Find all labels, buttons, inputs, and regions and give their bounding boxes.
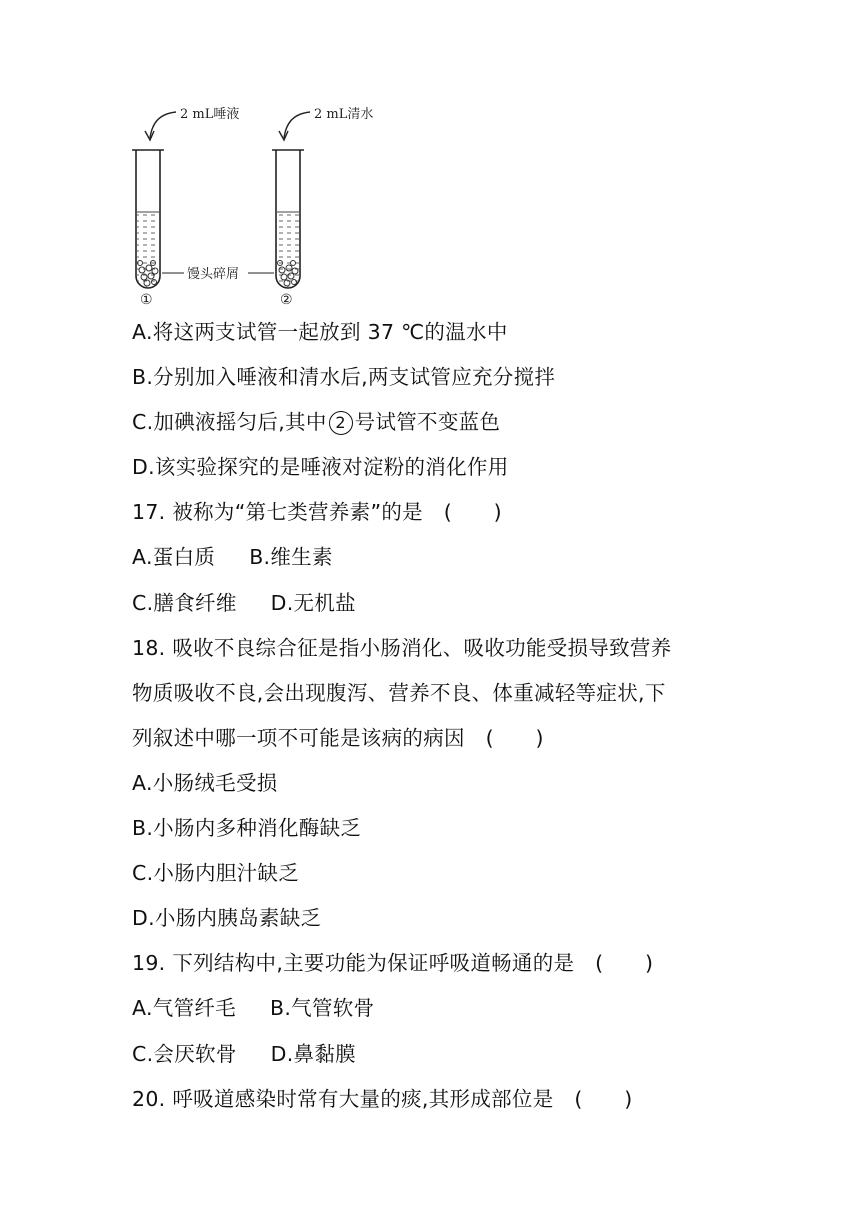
tube2-number: ② bbox=[280, 292, 293, 308]
q16-option-a: A.将这两支试管一起放到 37 ℃的温水中 bbox=[132, 320, 508, 344]
q17-option-d: D.无机盐 bbox=[270, 590, 356, 615]
circled-number: 2 bbox=[329, 411, 353, 435]
q19-option-a: A.气管纤毛 bbox=[132, 996, 236, 1021]
arrow-icon bbox=[284, 112, 310, 138]
experiment-figure bbox=[118, 98, 398, 310]
q16-option-d: D.该实验探究的是唾液对淀粉的消化作用 bbox=[132, 455, 509, 480]
q19-option-d: D.鼻黏膜 bbox=[270, 1041, 356, 1066]
arrow-icon bbox=[145, 131, 154, 140]
q17-options-ab bbox=[132, 535, 772, 580]
arrow-icon bbox=[150, 112, 176, 138]
q18-option-b: B.小肠内多种消化酶缺乏 bbox=[132, 816, 362, 841]
q17-option-a: A.蛋白质 bbox=[132, 545, 216, 570]
q16-option-c-after: 号试管不变蓝色 bbox=[354, 410, 501, 435]
q16-option-c-before: C.加碘液摇匀后,其中 bbox=[132, 410, 327, 435]
q18-option-a: A.小肠绒毛受损 bbox=[132, 770, 278, 795]
q19-option-b: B.气管软骨 bbox=[269, 996, 375, 1021]
q19-options-ab bbox=[132, 986, 772, 1031]
q17-options-cd bbox=[132, 581, 772, 626]
q17-stem: 17. 被称为“第七类营养素”的是 ( ) bbox=[132, 500, 502, 525]
q16-option-c bbox=[132, 400, 772, 445]
tube1-number: ① bbox=[140, 292, 153, 308]
tube1-label: 2 mL唾液 bbox=[180, 107, 240, 122]
test-tube-2 bbox=[272, 150, 304, 288]
q20-stem: 20. 呼吸道感染时常有大量的痰,其形成部位是 ( ) bbox=[132, 1086, 633, 1111]
q18-stem-2: 物质吸收不良,会出现腹泻、营养不良、体重减轻等症状,下 bbox=[132, 680, 666, 705]
q16-option-b: B.分别加入唾液和清水后,两支试管应充分搅拌 bbox=[132, 365, 556, 390]
test-tube-1 bbox=[132, 150, 164, 288]
q18-stem-3: 列叙述中哪一项不可能是该病的病因 ( ) bbox=[132, 725, 544, 750]
q19-options-cd bbox=[132, 1032, 772, 1077]
q18-stem-1: 18. 吸收不良综合征是指小肠消化、吸收功能受损导致营养 bbox=[132, 635, 672, 660]
q17-option-c: C.膳食纤维 bbox=[132, 590, 237, 615]
q18-option-d: D.小肠内胰岛素缺乏 bbox=[132, 906, 322, 931]
q19-stem: 19. 下列结构中,主要功能为保证呼吸道畅通的是 ( ) bbox=[132, 951, 654, 976]
arrow-icon bbox=[279, 131, 288, 140]
q18-option-c: C.小肠内胆汁缺乏 bbox=[132, 861, 300, 886]
q17-option-b: B.维生素 bbox=[249, 545, 333, 570]
tube2-label: 2 mL清水 bbox=[314, 107, 374, 122]
q19-option-c: C.会厌软骨 bbox=[132, 1041, 237, 1066]
question-text bbox=[132, 310, 772, 1122]
breadcrumbs-label: 馒头碎屑 bbox=[187, 267, 240, 282]
